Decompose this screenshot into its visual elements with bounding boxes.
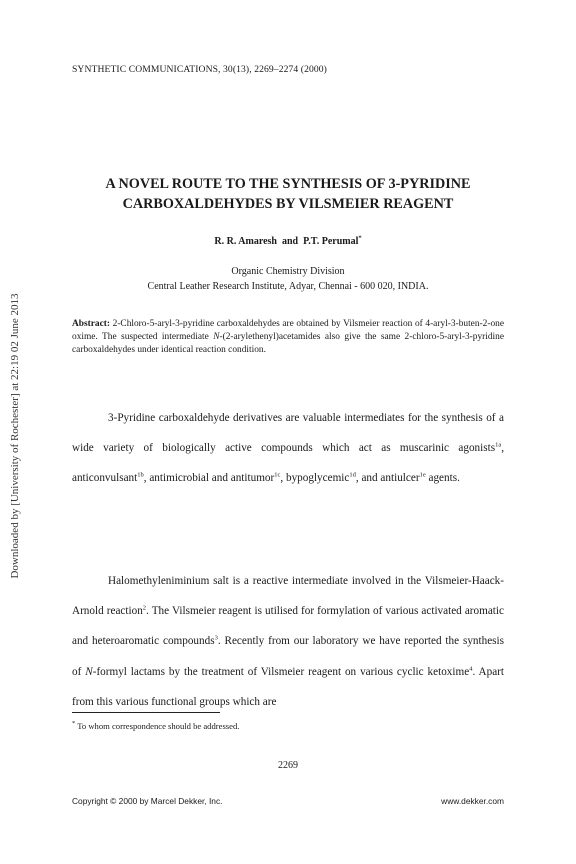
affiliation (0, 264, 576, 294)
footnote-mark: * (72, 720, 76, 728)
paragraph-2 (72, 566, 504, 717)
title-line-2: CARBOXALDEHYDES BY VILSMEIER REAGENT (122, 196, 454, 212)
p1-text-4: , bypoglycemic (280, 472, 350, 485)
author-conjunction: and (281, 236, 299, 247)
page-number: 2269 (278, 760, 298, 771)
p1-text-5: , and antiulcer (355, 472, 420, 485)
author-2: P.T. Perumal (303, 236, 359, 247)
footnote (72, 721, 239, 731)
ref-2: 2 (142, 604, 147, 612)
ref-1b: 1b (137, 471, 144, 479)
ref-1c: 1c (274, 471, 281, 479)
title-line-1: A NOVEL ROUTE TO THE SYNTHESIS OF 3-PYRIDINE (105, 176, 471, 192)
p2-text-3: . Recently from our laboratory we have reported the synthesis of (72, 635, 504, 678)
ref-3: 3 (214, 634, 218, 642)
publisher-website: www.dekker.com (441, 796, 504, 806)
abstract-italic-n: N (213, 332, 220, 342)
paragraph-1 (72, 403, 504, 494)
ref-1e: 1e (419, 471, 426, 479)
abstract-text-b: -(2-arylethenyl)acetamides also give the same 2-chloro-5-aryl-3-pyridine carboxaldehydes under identical reaction condition. (72, 332, 504, 355)
p1-text-3: , antimicrobial and antitumor (143, 472, 275, 485)
ref-1a: 1a (495, 441, 502, 449)
abstract (72, 318, 504, 357)
p1-text-1: 3-Pyridine carboxaldehyde derivatives are valuable intermediates for the synthesis of a wide variety of biologically active compounds which act as muscarinic agonists (72, 412, 504, 455)
p2-italic-n: N (85, 665, 93, 678)
abstract-label: Abstract: (72, 319, 111, 329)
p2-text-5: . Apart from this various functional groups which are (72, 665, 505, 708)
download-stamp: Downloaded by [University of Rochester] at 22:19 02 June 2013 (9, 293, 21, 579)
p2-text-2: . The Vilsmeier reagent is utilised for formylation of various activated aromatic and heteroaromatic compounds (72, 605, 504, 648)
corresponding-mark: * (358, 234, 362, 242)
p2-text-1: Halomethyleniminium salt is a reactive intermediate involved in the Vilsmeier-Haack-Arnold reaction (72, 575, 504, 618)
author-1: R. R. Amaresh (214, 236, 277, 247)
affiliation-division: Organic Chemistry Division (231, 266, 345, 277)
copyright-notice: Copyright © 2000 by Marcel Dekker, Inc. (72, 796, 223, 806)
p1-text-6: agents. (425, 472, 460, 485)
footnote-divider (72, 712, 220, 713)
affiliation-institute: Central Leather Research Institute, Adyar, Chennai - 600 020, INDIA. (147, 281, 429, 292)
authors (0, 236, 576, 247)
abstract-text-a: 2-Chloro-5-aryl-3-pyridine carboxaldehydes are obtained by Vilsmeier reaction of 4-aryl-3-buten-2-one oxime. The suspected intermediate (72, 319, 504, 342)
article-title (60, 174, 516, 214)
ref-1d: 1d (349, 471, 356, 479)
ref-4: 4 (469, 664, 473, 672)
p1-text-2: , anticonvulsant (72, 442, 504, 485)
footnote-text: To whom correspondence should be addressed. (75, 721, 240, 731)
journal-citation: SYNTHETIC COMMUNICATIONS, 30(13), 2269–2274 (2000) (72, 64, 327, 75)
p2-text-4: -formyl lactams by the treatment of Vilsmeier reagent on various cyclic ketoxime (92, 665, 470, 678)
